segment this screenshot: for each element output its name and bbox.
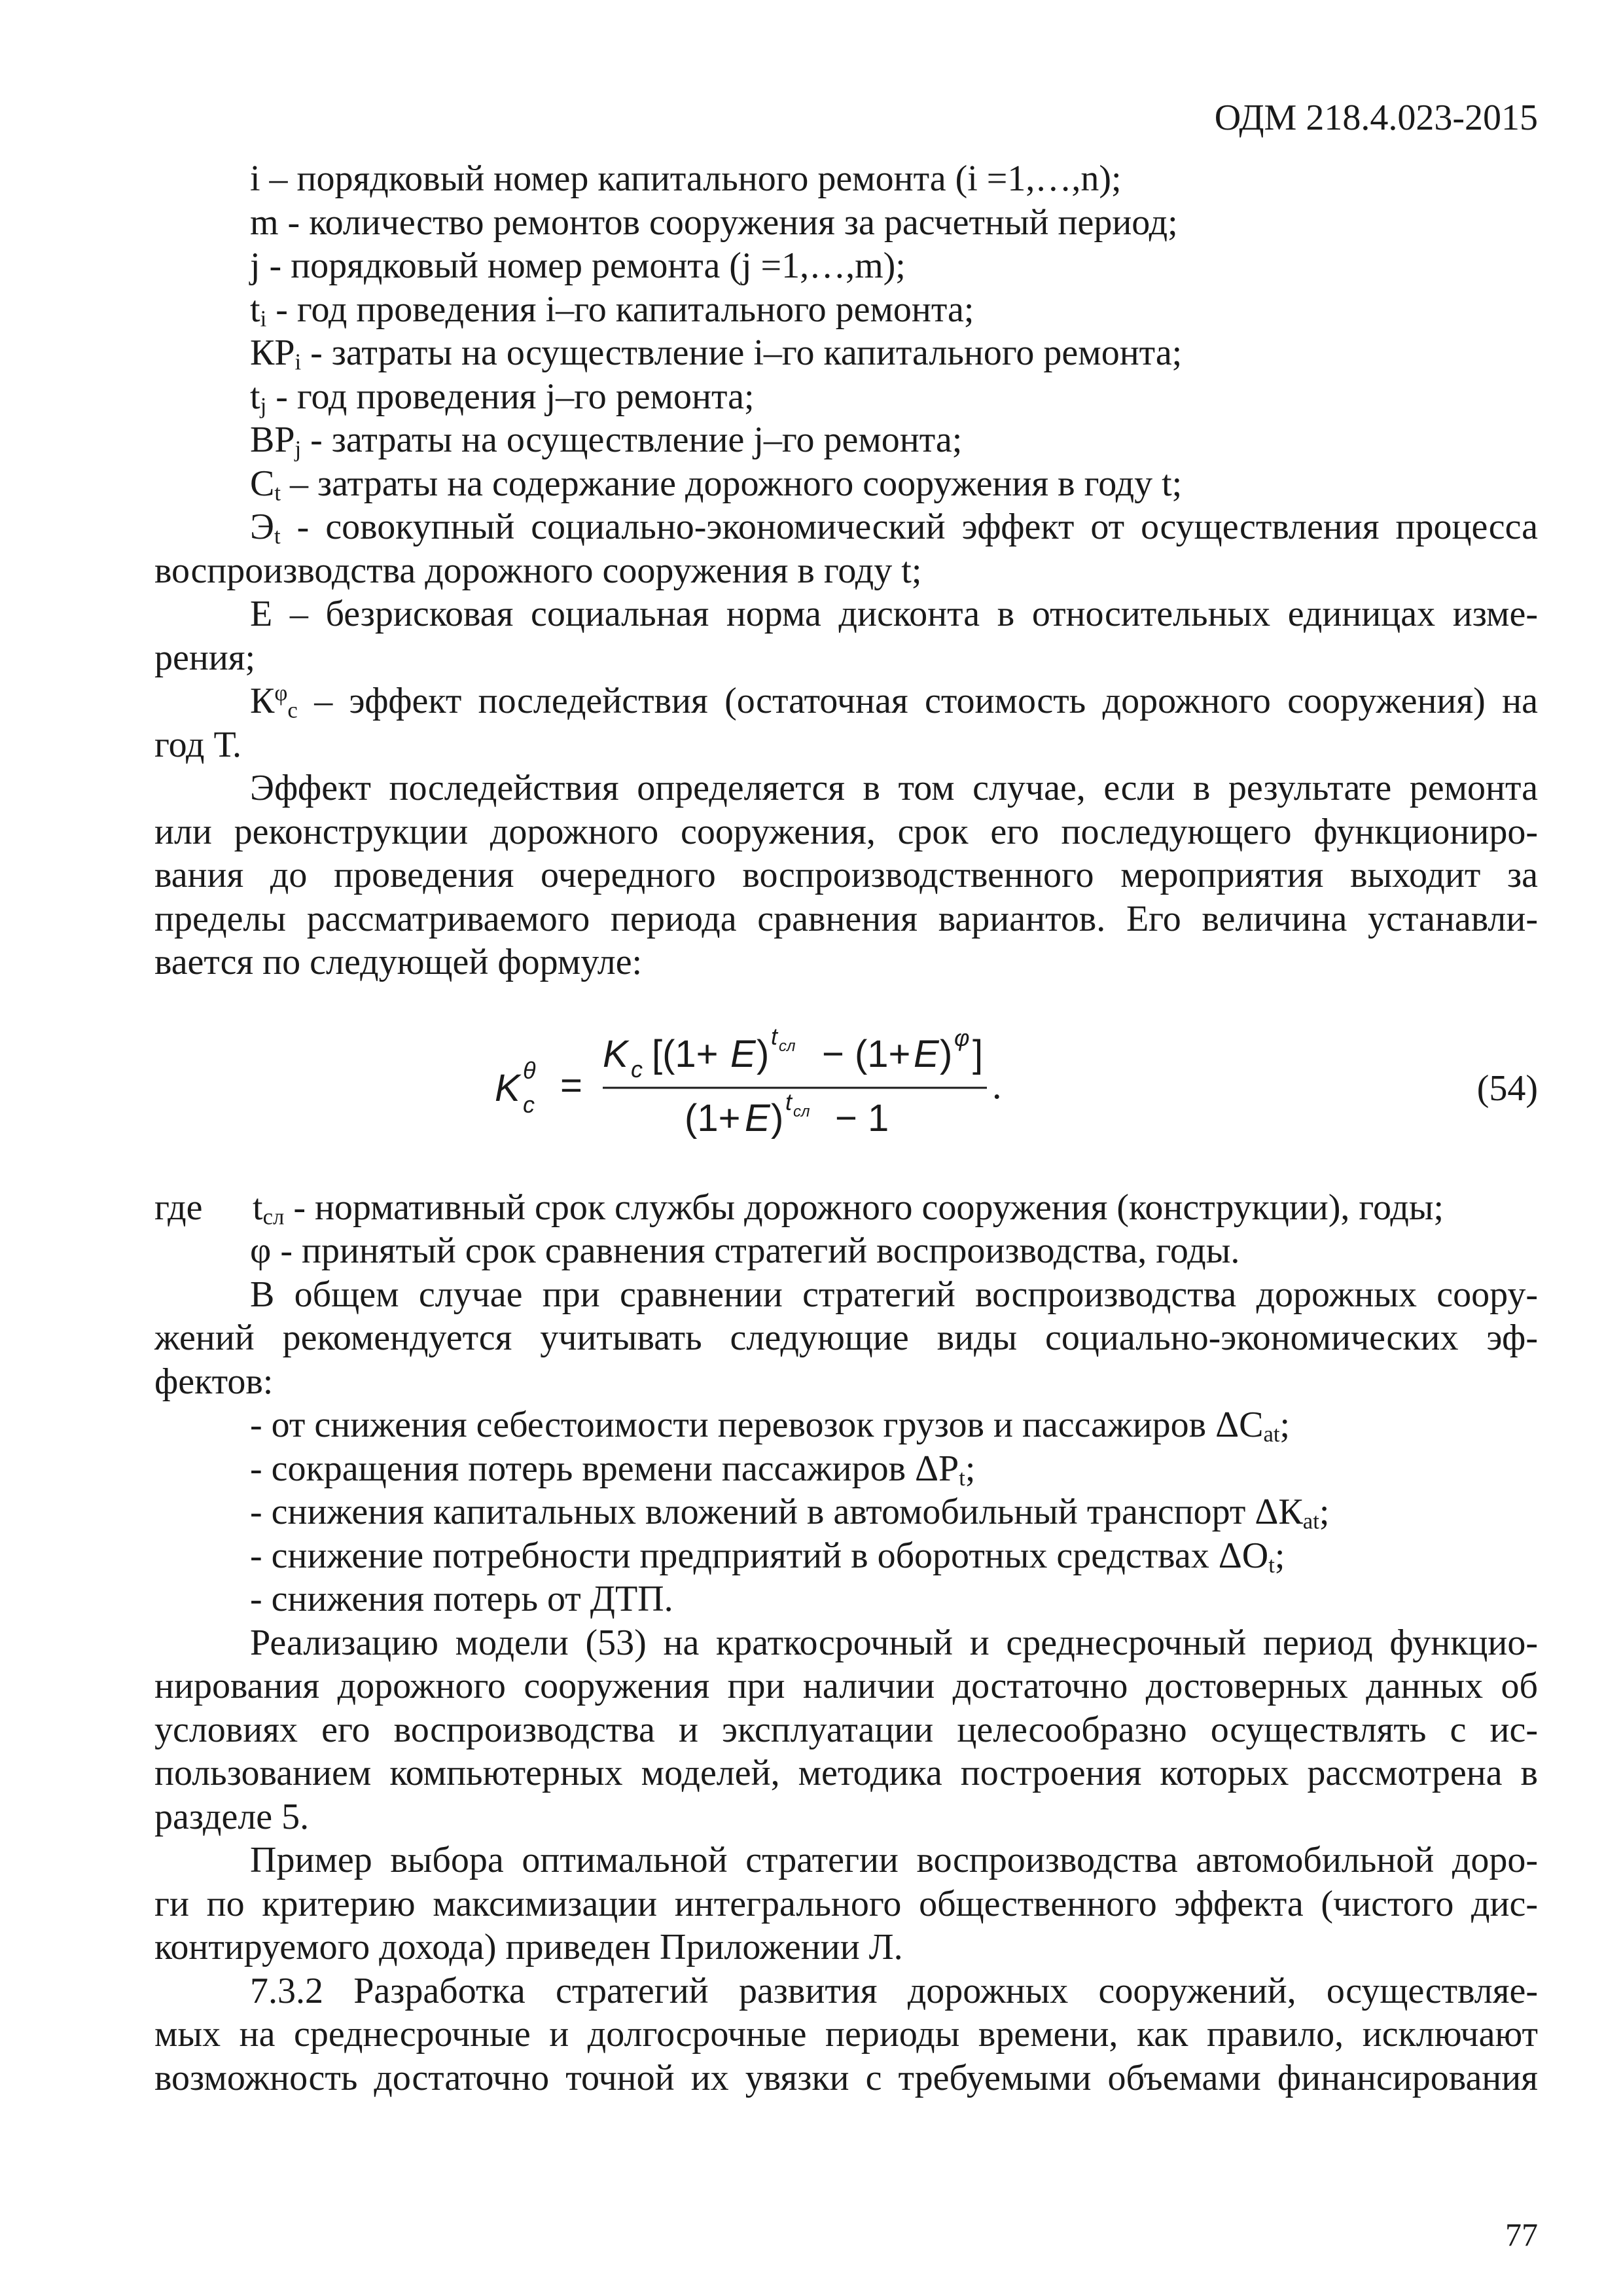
def-et-line2: воспроизводства дорожного сооружения в году t; — [154, 550, 922, 591]
formula-num-exp1: t — [771, 1022, 778, 1050]
def-k-sub: с — [287, 697, 298, 723]
para-effect-line: пределы рассматриваемого периода сравнения вариантов. Его величина устанавли- — [154, 898, 1538, 939]
effect-end: ; — [965, 1448, 976, 1489]
formula-lhs-sup: θ — [523, 1056, 536, 1084]
para-model-line: нирования дорожного сооружения при наличии достаточно достоверных данных об — [154, 1666, 1538, 1706]
para-effect-line: или реконструкции дорожного сооружения, срок его последующего функциониро- — [154, 811, 1538, 852]
where-tsl-text: - нормативный срок службы дорожного сооружения (конструкции), годы; — [284, 1187, 1444, 1228]
formula-num-paren2: ) — [940, 1032, 953, 1075]
def-ti-text: - год проведения i–го капитального ремонта; — [266, 289, 974, 330]
def-vrj-sub: j — [294, 436, 302, 462]
formula-number: (54) — [1476, 1067, 1538, 1109]
formula-svg — [154, 1021, 1538, 1152]
def-tj-sub: j — [260, 393, 267, 419]
where-phi: φ - принятый срок сравнения стратегий воспроизводства, годы. — [250, 1230, 1240, 1271]
effect-sub: t — [1268, 1552, 1275, 1578]
para-732-line: возможность достаточно точной их увязки с требуемыми объемами финансирования — [154, 2057, 1538, 2098]
formula-num-bracket2: ] — [972, 1032, 984, 1075]
formula-den-exp-sub: сл — [793, 1102, 810, 1121]
where-tsl — [253, 1186, 1538, 1230]
def-kri-text: - затраты на осуществление i–го капитального ремонта; — [301, 332, 1183, 373]
def-kri-sub: i — [294, 349, 302, 375]
def-et-sub: t — [274, 523, 281, 549]
def-vrj-symbol: ВР — [250, 420, 295, 460]
para-model-line: Реализацию модели (53) на краткосрочный и среднесрочный период функцио- — [250, 1622, 1538, 1663]
def-tj-symbol: t — [250, 376, 260, 417]
formula-num-exp2: φ — [954, 1024, 970, 1051]
def-ti-sub: i — [260, 306, 267, 332]
formula-den-open: (1+ — [685, 1096, 741, 1139]
para-effect-line: Эффект последействия определяется в том случае, если в результате ремонта — [250, 768, 1538, 808]
formula-lhs-k: K — [495, 1066, 520, 1109]
formula-num-k-sub: c — [631, 1055, 643, 1083]
def-k-line1 — [154, 679, 1538, 723]
def-k-text: – эффект последействия (остаточная стоимость дорожного сооружения) на — [297, 681, 1538, 721]
where-tsl-symbol: t — [253, 1187, 263, 1228]
formula-num-paren1: ) — [757, 1032, 770, 1075]
def-vrj-text: - затраты на осуществление j–го ремонта; — [301, 420, 963, 460]
effect-text: - снижение потребности предприятий в оборотных средствах ΔО — [250, 1535, 1269, 1576]
formula-den-minus-one: − 1 — [835, 1096, 889, 1139]
effect-end: ; — [1319, 1492, 1330, 1532]
formula-num-e2: E — [914, 1032, 939, 1075]
def-e-line2: рения; — [154, 637, 256, 678]
def-k-line2: год Т. — [154, 724, 242, 765]
def-i-text: i – порядковый номер капитального ремонта (i =1,…,n); — [250, 158, 1122, 199]
def-m — [154, 201, 1538, 245]
para-example-line: контируемого дохода) приведен Приложении Л. — [154, 1927, 903, 1967]
para-732-line: мых на среднесрочные и долгосрочные периоды времени, как правило, исключают — [154, 2014, 1538, 2054]
where-tsl-sub: сл — [262, 1204, 285, 1230]
para-general-line: жений рекомендуется учитывать следующие виды социально-экономических эф- — [154, 1318, 1538, 1358]
formula-num-bracket1: [(1+ — [652, 1032, 719, 1075]
def-k-sup: φ — [274, 679, 288, 706]
where-label: где — [154, 1187, 203, 1228]
def-j — [154, 244, 1538, 288]
effect-text: - сокращения потерь времени пассажиров ΔР — [250, 1448, 959, 1489]
effect-sub: at — [1263, 1421, 1280, 1447]
document-code-header: ОДМ 218.4.023-2015 — [1214, 98, 1538, 138]
def-kri-symbol: КР — [250, 332, 295, 373]
effect-sub: t — [959, 1465, 965, 1491]
formula-num-exp1-sub: сл — [779, 1037, 796, 1055]
para-model-line: пользованием компьютерных моделей, методика построения которых рассмотрена в — [154, 1753, 1538, 1793]
def-ct-text: – затраты на содержание дорожного сооружения в году t; — [281, 463, 1183, 504]
def-ct-symbol: С — [250, 463, 275, 504]
para-model-line: условиях его воспроизводства и эксплуатации целесообразно осуществлять с ис- — [154, 1709, 1538, 1750]
page-body — [154, 157, 1538, 2100]
para-effect-line: вания до проведения очередного воспроизводственного мероприятия выходит за — [154, 855, 1538, 895]
effect-item — [154, 1403, 1538, 1447]
def-e-line1: Е – безрисковая социальная норма дисконта в относительных единицах изме- — [250, 594, 1538, 634]
para-example-line: ги по критерию максимизации интегрального общественного эффекта (чистого дис- — [154, 1883, 1538, 1924]
def-tj-text: - год проведения j–го ремонта; — [266, 376, 755, 417]
def-m-text: m - количество ремонтов сооружения за расчетный период; — [250, 202, 1178, 243]
effect-end: ; — [1274, 1535, 1285, 1576]
def-ti-symbol: t — [250, 289, 260, 330]
effect-item — [154, 1577, 1538, 1621]
effect-text: - снижения потерь от ДТП. — [250, 1579, 673, 1619]
formula-lhs-sub: c — [523, 1090, 535, 1118]
def-et-symbol: Э — [250, 507, 274, 547]
para-example-line: Пример выбора оптимальной стратегии воспроизводства автомобильной доро- — [250, 1840, 1538, 1880]
effect-item — [154, 1447, 1538, 1491]
effect-text: - от снижения себестоимости перевозок грузов и пассажиров ΔС — [250, 1405, 1264, 1445]
def-ti — [154, 288, 1538, 332]
formula-num-e1: E — [730, 1032, 756, 1075]
formula-num-minus: − (1+ — [822, 1032, 911, 1075]
para-general-line: В общем случае при сравнении стратегий воспроизводства дорожных соору- — [250, 1274, 1538, 1315]
para-general-line: фектов: — [154, 1361, 274, 1402]
formula-54 — [154, 1021, 1538, 1152]
def-vrj — [154, 418, 1538, 462]
effect-item — [154, 1534, 1538, 1578]
def-tj — [154, 375, 1538, 419]
formula-num-k: K — [603, 1032, 628, 1075]
formula-den-paren: ) — [771, 1096, 784, 1139]
para-effect-line: вается по следующей формуле: — [154, 942, 643, 982]
def-ct — [154, 462, 1538, 506]
para-model-line: разделе 5. — [154, 1796, 310, 1837]
formula-den-exp: t — [785, 1088, 793, 1115]
page-number: 77 — [1505, 2216, 1538, 2253]
effect-end: ; — [1279, 1405, 1291, 1445]
def-j-text: j - порядковый номер ремонта (j =1,…,m); — [250, 245, 906, 286]
effect-item — [154, 1490, 1538, 1534]
def-k-symbol: К — [250, 681, 275, 721]
effect-text: - снижения капитальных вложений в автомобильный транспорт ΔК — [250, 1492, 1303, 1532]
def-i — [154, 157, 1538, 201]
formula-dot: . — [992, 1064, 1002, 1107]
def-et-line1 — [154, 505, 1538, 549]
formula-den-e: E — [745, 1096, 770, 1139]
where-tsl-line — [154, 1186, 1538, 1230]
def-et-text: - совокупный социально-экономический эффект от осуществления процесса — [280, 507, 1538, 547]
effect-sub: at — [1302, 1508, 1319, 1534]
def-kri — [154, 331, 1538, 375]
def-ct-sub: t — [274, 480, 281, 506]
para-732-line: 7.3.2 Разработка стратегий развития дорожных сооружений, осуществляе- — [250, 1970, 1538, 2011]
formula-equals: = — [560, 1064, 582, 1107]
